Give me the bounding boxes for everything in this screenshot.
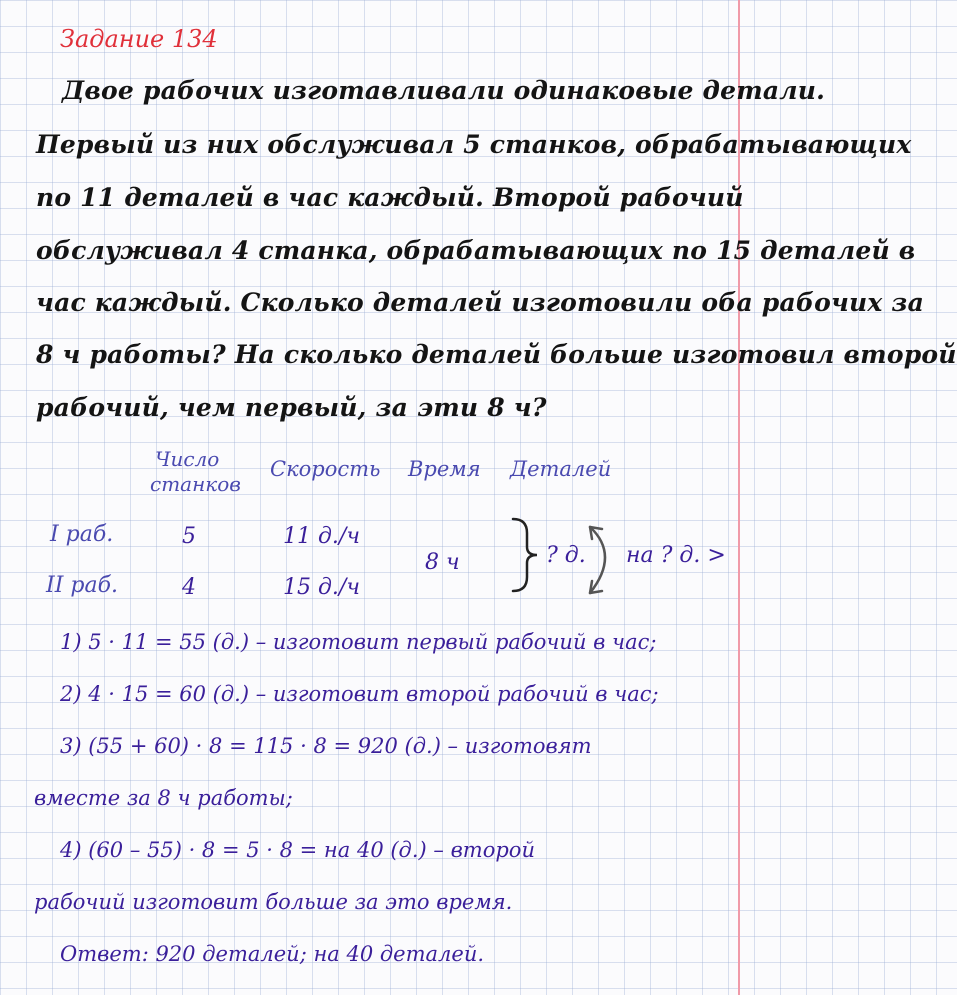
task-line: Первый из них обслуживал 5 станков, обрабатывающих (36, 130, 912, 159)
task-line: 8 ч работы? На сколько деталей больше изготовил второй (36, 340, 957, 369)
header-speed: Скорость (270, 457, 381, 481)
answer: Ответ: 920 деталей; на 40 деталей. (60, 942, 485, 966)
row-count: 4 (182, 575, 196, 600)
solution-step: 2) 4 · 15 = 60 (д.) – изготовит второй рабочий в час; (60, 682, 659, 706)
header-count: Число (155, 447, 220, 471)
solution-step: рабочий изготовит больше за это время. (34, 890, 513, 914)
solution-step: вместе за 8 ч работы; (34, 786, 293, 810)
task-line: Двое рабочих изготавливали одинаковые детали. (62, 76, 826, 105)
task-line: по 11 деталей в час каждый. Второй рабочий (36, 183, 744, 212)
solution-step: 4) (60 – 55) · 8 = 5 · 8 = на 40 (д.) – второй (60, 838, 535, 862)
solution-step: 1) 5 · 11 = 55 (д.) – изготовит первый рабочий в час; (60, 630, 657, 654)
task-line: час каждый. Сколько деталей изготовили оба рабочих за (36, 288, 924, 317)
header-details: Деталей (510, 457, 612, 481)
task-line: рабочий, чем первый, за эти 8 ч? (36, 393, 547, 422)
row-label: I раб. (50, 522, 114, 547)
total-cell: ? д. (546, 543, 586, 568)
solution-step: 3) (55 + 60) · 8 = 115 · 8 = 920 (д.) – изготовят (60, 734, 592, 758)
row-count: 5 (182, 524, 196, 549)
row-label: II раб. (46, 573, 118, 598)
time-cell: 8 ч (425, 550, 460, 575)
brace-icon (505, 515, 545, 595)
row-speed: 11 д./ч (283, 524, 361, 549)
header-time: Время (408, 457, 481, 481)
curved-arrow-icon (580, 515, 625, 600)
page-title: Задание 134 (60, 25, 218, 53)
header-count: станков (150, 472, 241, 496)
difference-cell: на ? д. > (626, 543, 726, 568)
task-line: обслуживал 4 станка, обрабатывающих по 15 деталей в (36, 236, 916, 265)
row-speed: 15 д./ч (283, 575, 361, 600)
